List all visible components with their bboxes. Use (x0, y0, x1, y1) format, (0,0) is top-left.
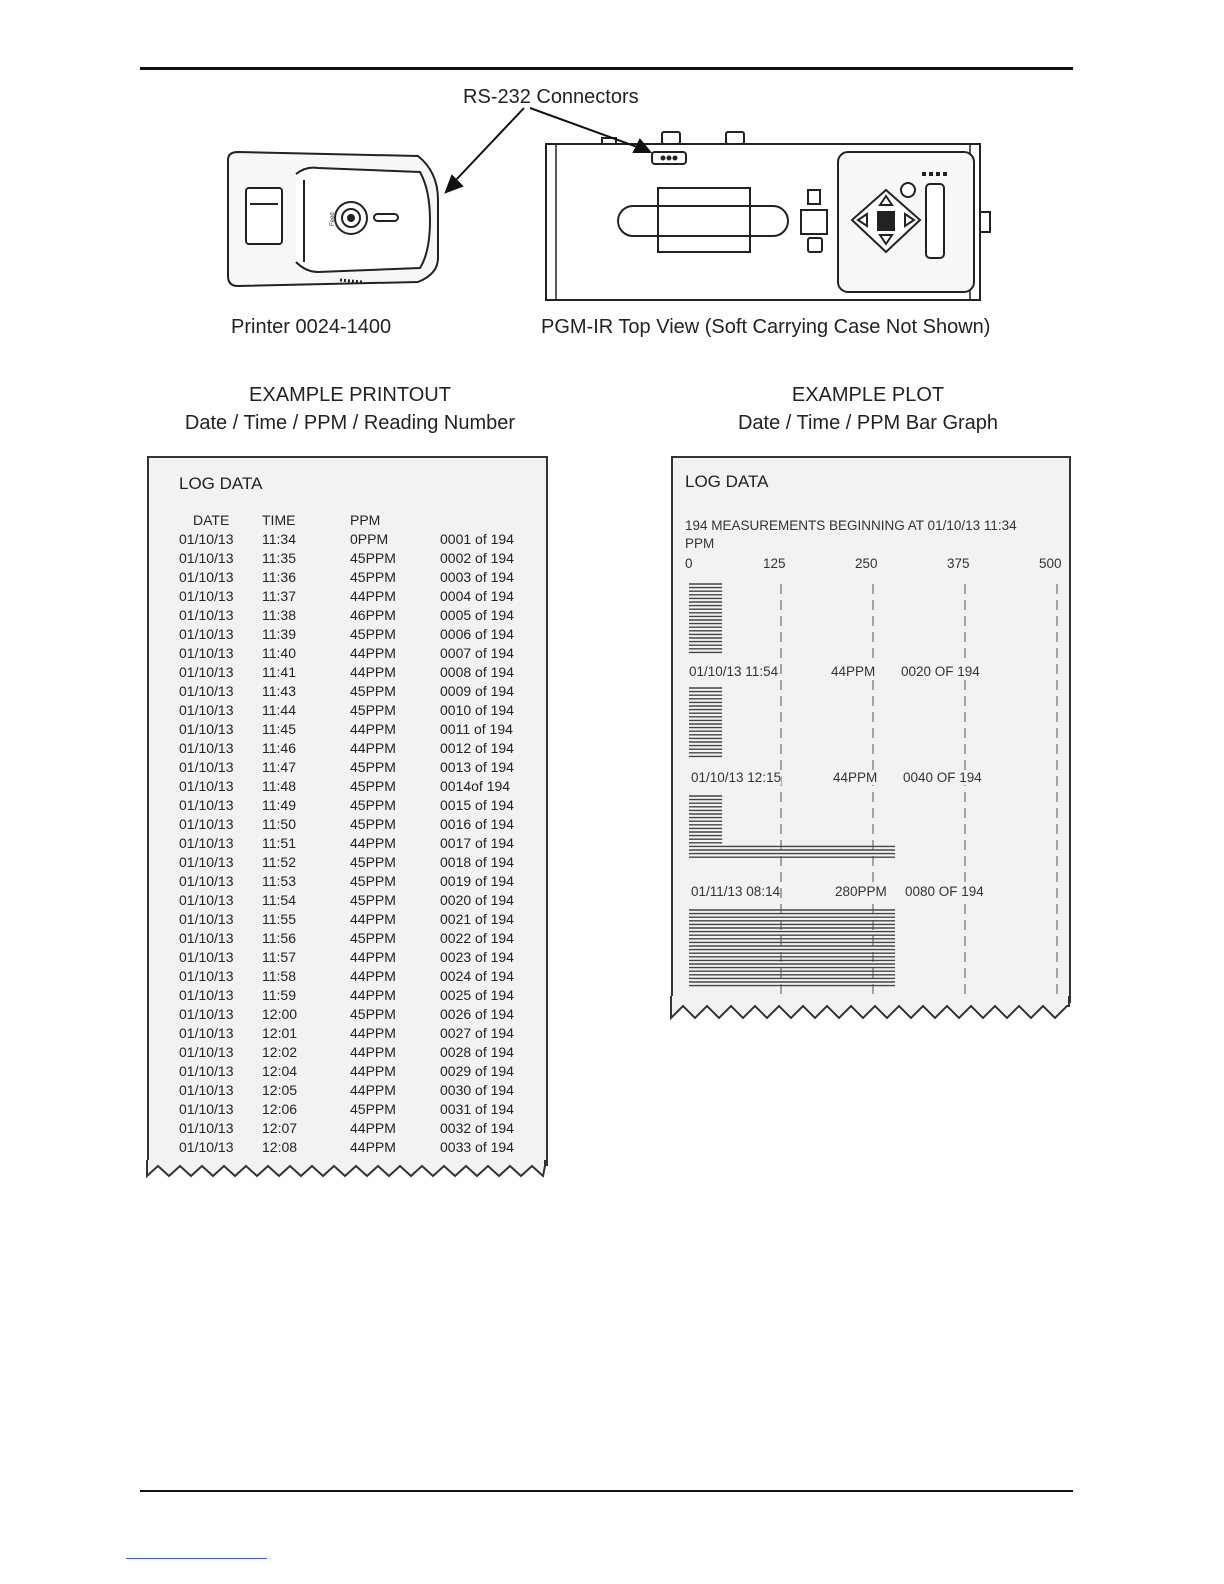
cell-date: 01/10/13 (179, 721, 234, 737)
cell-ppm: 44PPM (350, 721, 396, 737)
cell-date: 01/10/13 (179, 740, 234, 756)
cell-count: 0013 of 194 (440, 759, 514, 775)
rs232-label: RS-232 Connectors (463, 86, 639, 108)
plot-paper (671, 456, 1071, 1003)
cell-ppm: 44PPM (350, 1139, 396, 1155)
cell-ppm: 45PPM (350, 1006, 396, 1022)
cell-count: 0033 of 194 (440, 1139, 514, 1155)
cell-time: 11:44 (262, 702, 296, 718)
printer-feed-label: Feed (330, 212, 336, 226)
cell-date: 01/10/13 (179, 778, 234, 794)
cell-date: 01/10/13 (179, 702, 234, 718)
axis-tick-label: 0 (685, 556, 693, 571)
cell-date: 01/10/13 (179, 911, 234, 927)
cell-ppm: 45PPM (350, 892, 396, 908)
table-row (149, 911, 546, 930)
cell-time: 11:45 (262, 721, 296, 737)
cell-ppm: 45PPM (350, 683, 396, 699)
cell-count: 0027 of 194 (440, 1025, 514, 1041)
cell-date: 01/10/13 (179, 835, 234, 851)
cell-ppm: 44PPM (350, 949, 396, 965)
cell-date: 01/10/13 (179, 1082, 234, 1098)
axis-tick-label: 125 (763, 556, 786, 571)
cell-ppm: 44PPM (350, 645, 396, 661)
cell-count: 0019 of 194 (440, 873, 514, 889)
table-row (149, 1101, 546, 1120)
cell-time: 11:54 (262, 892, 296, 908)
cell-ppm: 45PPM (350, 550, 396, 566)
cell-date: 01/10/13 (179, 1006, 234, 1022)
cell-time: 12:06 (262, 1101, 298, 1117)
cell-count: 0017 of 194 (440, 835, 514, 851)
cell-count: 0031 of 194 (440, 1101, 514, 1117)
table-row (149, 740, 546, 759)
cell-ppm: 44PPM (350, 588, 396, 604)
table-row (149, 588, 546, 607)
cell-ppm: 44PPM (350, 1120, 396, 1136)
cell-time: 11:48 (262, 778, 296, 794)
table-row (149, 702, 546, 721)
table-row (149, 835, 546, 854)
cell-date: 01/10/13 (179, 1120, 234, 1136)
footer-link-underline (126, 1558, 267, 1559)
cell-time: 12:02 (262, 1044, 298, 1060)
table-row (149, 645, 546, 664)
annotation-count: 0020 OF 194 (901, 664, 980, 679)
cell-time: 11:49 (262, 797, 296, 813)
cell-date: 01/10/13 (179, 949, 234, 965)
cell-date: 01/10/13 (179, 664, 234, 680)
cell-ppm: 45PPM (350, 873, 396, 889)
cell-time: 11:38 (262, 607, 296, 623)
cell-date: 01/10/13 (179, 569, 234, 585)
table-row (149, 759, 546, 778)
cell-ppm: 45PPM (350, 778, 396, 794)
table-row (149, 721, 546, 740)
table-row (149, 607, 546, 626)
pgm-caption: PGM-IR Top View (Soft Carrying Case Not Shown) (541, 316, 991, 338)
annotation-ppm: 44PPM (833, 770, 878, 785)
cell-count: 0026 of 194 (440, 1006, 514, 1022)
cell-count: 0028 of 194 (440, 1044, 514, 1060)
table-row (149, 816, 546, 835)
cell-date: 01/10/13 (179, 968, 234, 984)
cell-ppm: 44PPM (350, 1063, 396, 1079)
cell-ppm: 45PPM (350, 626, 396, 642)
cell-time: 12:07 (262, 1120, 298, 1136)
axis-tick-label: 250 (855, 556, 878, 571)
cell-ppm: 46PPM (350, 607, 396, 623)
printer-caption: Printer 0024-1400 (231, 316, 392, 338)
cell-time: 11:35 (262, 550, 296, 566)
table-row (149, 683, 546, 702)
cell-count: 0010 of 194 (440, 702, 514, 718)
table-row (149, 1139, 546, 1158)
cell-count: 0004 of 194 (440, 588, 514, 604)
cell-time: 12:08 (262, 1139, 298, 1155)
table-row (149, 1006, 546, 1025)
plot-subtitle: 194 MEASUREMENTS BEGINNING AT 01/10/13 11:34 (685, 518, 1017, 533)
bottom-rule (140, 1490, 1073, 1492)
bar-group (689, 584, 722, 652)
cell-count: 0032 of 194 (440, 1120, 514, 1136)
plot-torn-edge (669, 996, 1071, 1024)
cell-count: 0029 of 194 (440, 1063, 514, 1079)
cell-count: 0001 of 194 (440, 531, 514, 547)
cell-time: 11:39 (262, 626, 296, 642)
table-row (149, 778, 546, 797)
cell-time: 11:37 (262, 588, 296, 604)
printout-paper (147, 456, 548, 1166)
col-header-date: DATE (193, 512, 230, 528)
table-row (149, 1063, 546, 1082)
cell-count: 0025 of 194 (440, 987, 514, 1003)
cell-count: 0006 of 194 (440, 626, 514, 642)
cell-ppm: 45PPM (350, 930, 396, 946)
annotation-count: 0040 OF 194 (903, 770, 982, 785)
cell-time: 11:50 (262, 816, 296, 832)
cell-ppm: 44PPM (350, 911, 396, 927)
table-row (149, 892, 546, 911)
cell-time: 12:04 (262, 1063, 298, 1079)
cell-date: 01/10/13 (179, 892, 234, 908)
cell-count: 0024 of 194 (440, 968, 514, 984)
annotation-ppm: 44PPM (831, 664, 876, 679)
cell-count: 0020 of 194 (440, 892, 514, 908)
cell-ppm: 44PPM (350, 1082, 396, 1098)
cell-time: 11:52 (262, 854, 296, 870)
printout-torn-edge (145, 1160, 547, 1182)
cell-time: 11:43 (262, 683, 296, 699)
cell-date: 01/10/13 (179, 626, 234, 642)
bar-group (689, 688, 722, 756)
cell-count: 0009 of 194 (440, 683, 514, 699)
cell-time: 11:56 (262, 930, 296, 946)
cell-date: 01/10/13 (179, 1044, 234, 1060)
cell-ppm: 44PPM (350, 987, 396, 1003)
cell-count: 0018 of 194 (440, 854, 514, 870)
cell-date: 01/10/13 (179, 1139, 234, 1155)
table-row (149, 873, 546, 892)
table-row (149, 664, 546, 683)
table-row (149, 987, 546, 1006)
cell-date: 01/10/13 (179, 873, 234, 889)
cell-ppm: 45PPM (350, 702, 396, 718)
annotation-date: 01/11/13 08:14 (691, 884, 781, 899)
cell-date: 01/10/13 (179, 816, 234, 832)
cell-time: 11:34 (262, 531, 296, 547)
cell-count: 0014of 194 (440, 778, 511, 794)
cell-count: 0003 of 194 (440, 569, 514, 585)
table-row (149, 930, 546, 949)
cell-time: 11:40 (262, 645, 296, 661)
cell-ppm: 44PPM (350, 1044, 396, 1060)
bar-group (689, 910, 895, 986)
table-row (149, 968, 546, 987)
cell-ppm: 44PPM (350, 968, 396, 984)
cell-time: 11:55 (262, 911, 296, 927)
cell-ppm: 45PPM (350, 797, 396, 813)
cell-time: 11:58 (262, 968, 296, 984)
cell-time: 12:00 (262, 1006, 298, 1022)
table-row (149, 1082, 546, 1101)
cell-date: 01/10/13 (179, 1025, 234, 1041)
cell-ppm: 45PPM (350, 1101, 396, 1117)
cell-date: 01/10/13 (179, 854, 234, 870)
table-row (149, 1044, 546, 1063)
cell-count: 0030 of 194 (440, 1082, 514, 1098)
axis-tick-label: 375 (947, 556, 970, 571)
cell-time: 12:05 (262, 1082, 298, 1098)
cell-ppm: 44PPM (350, 1025, 396, 1041)
cell-date: 01/10/13 (179, 531, 234, 547)
cell-date: 01/10/13 (179, 987, 234, 1003)
pgm-ir-illustration (546, 132, 990, 300)
annotation-date: 01/10/13 12:15 (691, 770, 782, 785)
cell-date: 01/10/13 (179, 607, 234, 623)
cell-ppm: 44PPM (350, 740, 396, 756)
table-row (149, 626, 546, 645)
printout-heading-1: EXAMPLE PRINTOUT (249, 384, 451, 406)
cell-ppm: 45PPM (350, 854, 396, 870)
table-row (149, 797, 546, 816)
bar-group (689, 796, 895, 857)
device-illustration (0, 0, 1224, 360)
table-row (149, 531, 546, 550)
cell-date: 01/10/13 (179, 930, 234, 946)
cell-date: 01/10/13 (179, 550, 234, 566)
cell-count: 0005 of 194 (440, 607, 514, 623)
cell-time: 11:47 (262, 759, 296, 775)
cell-time: 11:51 (262, 835, 296, 851)
cell-time: 11:53 (262, 873, 296, 889)
cell-ppm: 45PPM (350, 569, 396, 585)
cell-date: 01/10/13 (179, 645, 234, 661)
annotation-date: 01/10/13 11:54 (689, 664, 779, 679)
cell-count: 0015 of 194 (440, 797, 514, 813)
axis-tick-label: 500 (1039, 556, 1062, 571)
cell-ppm: 44PPM (350, 664, 396, 680)
printout-title: LOG DATA (179, 474, 263, 493)
plot-unit-label: PPM (685, 536, 715, 551)
cell-date: 01/10/13 (179, 1063, 234, 1079)
cell-time: 11:41 (262, 664, 296, 680)
col-header-ppm: PPM (350, 512, 381, 528)
cell-count: 0021 of 194 (440, 911, 514, 927)
plot-title: LOG DATA (685, 472, 769, 491)
cell-ppm: 0PPM (350, 531, 389, 547)
cell-count: 0002 of 194 (440, 550, 514, 566)
cell-count: 0022 of 194 (440, 930, 514, 946)
table-row (149, 550, 546, 569)
cell-count: 0011 of 194 (440, 721, 513, 737)
cell-ppm: 44PPM (350, 835, 396, 851)
cell-time: 11:36 (262, 569, 296, 585)
cell-date: 01/10/13 (179, 759, 234, 775)
cell-time: 12:01 (262, 1025, 298, 1041)
plot-heading-1: EXAMPLE PLOT (791, 384, 945, 406)
table-row (149, 1120, 546, 1139)
cell-count: 0016 of 194 (440, 816, 514, 832)
cell-count: 0012 of 194 (440, 740, 514, 756)
cell-time: 11:59 (262, 987, 296, 1003)
table-row (149, 949, 546, 968)
cell-count: 0023 of 194 (440, 949, 514, 965)
annotation-ppm: 280PPM (835, 884, 887, 899)
cell-date: 01/10/13 (179, 683, 234, 699)
plot-bars (673, 458, 1069, 1003)
cell-time: 11:57 (262, 949, 296, 965)
table-row (149, 1025, 546, 1044)
col-header-time: TIME (262, 512, 296, 528)
cell-ppm: 45PPM (350, 759, 396, 775)
cell-date: 01/10/13 (179, 1101, 234, 1117)
cell-ppm: 45PPM (350, 816, 396, 832)
cell-count: 0008 of 194 (440, 664, 514, 680)
cell-date: 01/10/13 (179, 588, 234, 604)
annotation-count: 0080 OF 194 (905, 884, 984, 899)
table-row (149, 569, 546, 588)
plot-heading-2: Date / Time / PPM Bar Graph (737, 412, 999, 434)
cell-time: 11:46 (262, 740, 296, 756)
cell-date: 01/10/13 (179, 797, 234, 813)
table-row (149, 854, 546, 873)
cell-count: 0007 of 194 (440, 645, 514, 661)
printout-heading-2: Date / Time / PPM / Reading Number (184, 412, 516, 434)
